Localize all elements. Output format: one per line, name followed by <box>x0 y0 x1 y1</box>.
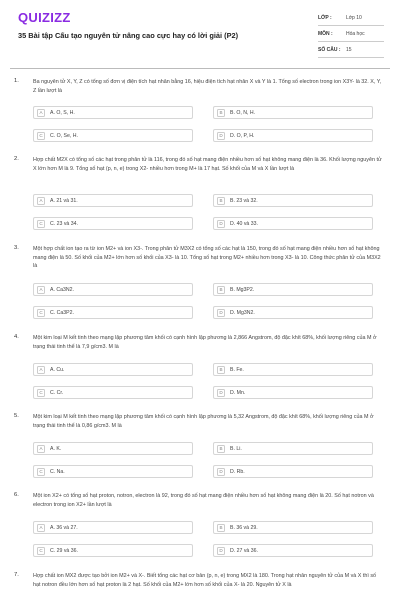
option-letter: A <box>37 445 45 453</box>
option-text: C. Cr. <box>50 389 64 396</box>
option-text: A. Cu. <box>50 366 65 373</box>
option-text: A. 21 và 31. <box>50 197 78 204</box>
option-letter: D <box>217 309 225 317</box>
meta-row-count <box>318 42 384 58</box>
question-text: Một ion X2+ có tổng số hạt proton, notron, electron là 92, trong đó số hạt mang điện nhiều hơn số hạt không mang điện là 20. Số hạt notron và electron trong ion X2+ lần lượt là <box>33 493 374 508</box>
option-text: D. 40 và 33. <box>230 220 258 227</box>
meta-key: MÔN : <box>318 30 333 37</box>
option-a[interactable] <box>33 194 193 207</box>
meta-value: Hóa học <box>346 30 365 37</box>
question-text: Một kim loại M kết tinh theo mạng lập phương tâm khối có cạnh hình lập phương là 2,866 Angstrom, độ đặc khít 68%, khối lượng riêng của M ở trạng thái tinh thể là 7,9 g/cm3. M là <box>33 335 377 350</box>
option-text: D. 27 và 36. <box>230 547 258 554</box>
option-text: D. Rb. <box>230 468 245 475</box>
option-text: A. Ca3N2. <box>50 286 74 293</box>
option-text: A. O, S, H. <box>50 109 75 116</box>
option-text: B. Fe. <box>230 366 244 373</box>
question-text: Một hợp chất ion tạo ra từ ion M2+ và ion X3-. Trong phân tử M3X2 có tổng số các hạt là 150, trong đó số hạt mang điện nhiều hơn số hạt không mang điện là 50. Số khối của M2+ lớn hơn số khối của X3- là 10. Tổng số hạt trong M2+ nhiều hơn trong X3- là 10. Công thức phân tử của M3X2 là <box>33 246 381 270</box>
option-letter: B <box>217 366 225 374</box>
option-a[interactable] <box>33 521 193 534</box>
option-text: C. Ca3P2. <box>50 309 74 316</box>
option-c[interactable] <box>33 217 193 230</box>
option-d[interactable] <box>213 217 373 230</box>
option-a[interactable] <box>33 283 193 296</box>
option-letter: B <box>217 286 225 294</box>
option-letter: C <box>37 389 45 397</box>
option-letter: A <box>37 524 45 532</box>
question-number: 1. <box>14 78 19 84</box>
question-number: 5. <box>14 413 19 419</box>
worksheet-meta <box>318 10 384 58</box>
question-number: 3. <box>14 245 19 251</box>
option-d[interactable] <box>213 544 373 557</box>
option-letter: A <box>37 286 45 294</box>
worksheet-title: 35 Bài tập Cấu tạo nguyên tử nâng cao cực hay có lời giải (P2) <box>18 31 239 40</box>
option-d[interactable] <box>213 306 373 319</box>
option-letter: D <box>217 132 225 140</box>
option-text: C. 23 và 34. <box>50 220 78 227</box>
question-number: 4. <box>14 334 19 340</box>
option-c[interactable] <box>33 306 193 319</box>
option-letter: A <box>37 366 45 374</box>
option-b[interactable] <box>213 442 373 455</box>
quizizz-logo: QUIZIZZ <box>18 10 71 25</box>
option-text: B. Li. <box>230 445 242 452</box>
option-a[interactable] <box>33 442 193 455</box>
option-c[interactable] <box>33 465 193 478</box>
meta-row-grade <box>318 10 384 26</box>
option-b[interactable] <box>213 106 373 119</box>
option-d[interactable] <box>213 465 373 478</box>
question-text: Một kim loại M kết tinh theo mạng lập phương tâm khối có cạnh hình lập phương là 5,32 Angstrom, độ đặc khít 68%, khối lượng riêng của M ở trạng thái tinh thể là 0,86 g/cm3. M là <box>33 414 374 429</box>
option-letter: B <box>217 445 225 453</box>
option-text: C. Na. <box>50 468 65 475</box>
meta-value: 15 <box>346 46 352 53</box>
option-letter: C <box>37 132 45 140</box>
option-b[interactable] <box>213 363 373 376</box>
option-d[interactable] <box>213 129 373 142</box>
option-text: C. O, Se, H. <box>50 132 78 139</box>
option-letter: C <box>37 547 45 555</box>
option-a[interactable] <box>33 106 193 119</box>
meta-key: LỚP : <box>318 14 332 21</box>
option-letter: B <box>217 109 225 117</box>
question-number: 7. <box>14 572 19 578</box>
option-text: D. O, P, H. <box>230 132 255 139</box>
option-c[interactable] <box>33 544 193 557</box>
question-number: 2. <box>14 156 19 162</box>
option-b[interactable] <box>213 521 373 534</box>
option-letter: C <box>37 468 45 476</box>
worksheet-header <box>0 0 400 68</box>
option-b[interactable] <box>213 283 373 296</box>
option-text: B. 36 và 29. <box>230 524 258 531</box>
meta-key: SỐ CÂU : <box>318 46 341 53</box>
option-letter: D <box>217 220 225 228</box>
meta-row-subject <box>318 26 384 42</box>
option-text: D. Mn. <box>230 389 246 396</box>
question-text: Hợp chất ion MX2 được tạo bởi ion M2+ và X-. Biết tổng các hạt cơ bản (p, n, e) trong MX2 là 180. Trong hạt nhân nguyên tử của M và X thì số hạt notron đều lớn hơn số hạt proton là 2 hạt. Số khối của M2+ lớn hơn số khối của X- là 20. Nguyên tử X là <box>33 573 377 588</box>
option-c[interactable] <box>33 386 193 399</box>
option-text: A. K. <box>50 445 62 452</box>
question-text: Hợp chất M2X có tổng số các hạt trong phân tử là 116, trong đó số hạt mang điện nhiều hơn số hạt không mang điện là 36. Khối lượng nguyên tử X lớn hơn M là 9. Tổng số hạt (p, n, e) trong X2- nhiều hơn trong M+ là 17 hạt. Số khối của M và X lần lượt là <box>33 157 382 172</box>
meta-value: Lớp 10 <box>346 14 362 21</box>
option-text: A. 36 và 27. <box>50 524 78 531</box>
option-text: D. Mg3N2. <box>230 309 255 316</box>
option-letter: C <box>37 309 45 317</box>
question-number: 6. <box>14 492 19 498</box>
header-divider <box>10 68 390 69</box>
option-letter: A <box>37 109 45 117</box>
option-c[interactable] <box>33 129 193 142</box>
option-b[interactable] <box>213 194 373 207</box>
option-text: B. O, N, H. <box>230 109 256 116</box>
option-text: B. 23 và 32. <box>230 197 258 204</box>
option-letter: B <box>217 197 225 205</box>
option-letter: D <box>217 547 225 555</box>
question-text: Ba nguyên tử X, Y, Z có tổng số đơn vị điện tích hạt nhân bằng 16, hiệu điện tích hạt nhân X và Y là 1. Tổng số electron trong ion X3Y- là 32. X, Y, Z lần lượt là <box>33 79 382 94</box>
option-text: C. 29 và 36. <box>50 547 78 554</box>
option-letter: C <box>37 220 45 228</box>
option-d[interactable] <box>213 386 373 399</box>
option-letter: D <box>217 389 225 397</box>
option-letter: A <box>37 197 45 205</box>
option-letter: B <box>217 524 225 532</box>
option-text: B. Mg3P2. <box>230 286 255 293</box>
option-a[interactable] <box>33 363 193 376</box>
option-letter: D <box>217 468 225 476</box>
